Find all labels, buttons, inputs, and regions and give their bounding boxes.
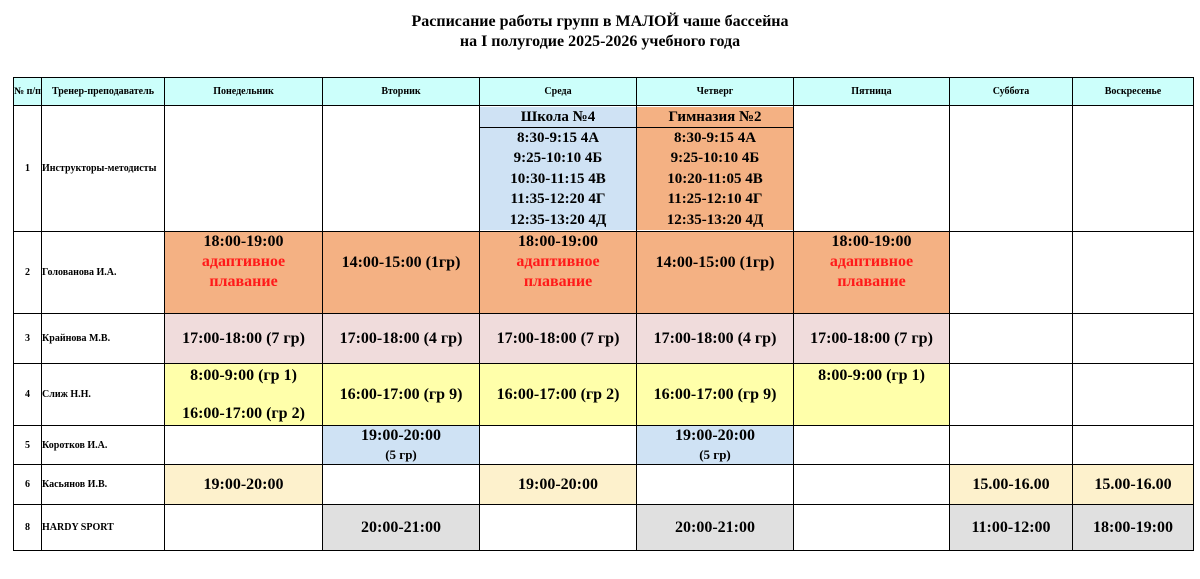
adaptive-note: адаптивное (829, 253, 914, 270)
cell-wednesday: 16:00-17:00 (гр 2) (480, 364, 637, 426)
gymnasium-block (637, 106, 794, 232)
cell-saturday: 11:00-12:00 (950, 505, 1073, 551)
cell-saturday: 15.00-16.00 (950, 465, 1073, 505)
cell-friday: 8:00-9:00 (гр 1) (794, 364, 950, 426)
cell-thursday: 17:00-18:00 (4 гр) (637, 314, 794, 364)
cell-empty (480, 505, 637, 551)
trainer-name: Инструкторы-методисты (42, 106, 165, 232)
cell-sunday: 15.00-16.00 (1073, 465, 1194, 505)
group-label: (5 гр) (385, 447, 417, 462)
header-saturday: Суббота (950, 78, 1073, 106)
group-label: (5 гр) (699, 447, 731, 462)
time-slot: 18:00-19:00 (203, 233, 284, 250)
trainer-name: Голованова И.А. (42, 232, 165, 314)
trainer-name: Коротков И.А. (42, 426, 165, 465)
cell-empty (950, 426, 1073, 465)
cell-tuesday: 17:00-18:00 (4 гр) (323, 314, 480, 364)
row-num: 3 (14, 314, 42, 364)
cell-empty (165, 106, 323, 232)
time-slot: 19:00-20:00 (361, 427, 441, 444)
school-line: 10:30-11:15 4В (510, 170, 606, 187)
school-line: 9:25-10:10 4Б (513, 150, 603, 167)
school-block (480, 106, 637, 232)
cell-empty (1073, 364, 1194, 426)
cell-monday: 19:00-20:00 (165, 465, 323, 505)
cell-empty (794, 106, 950, 232)
school-line: 11:35-12:20 4Г (510, 191, 606, 208)
cell-empty (950, 232, 1073, 314)
cell-friday (794, 232, 950, 314)
table-row (14, 426, 1194, 465)
row-num: 2 (14, 232, 42, 314)
cell-tuesday: 20:00-21:00 (323, 505, 480, 551)
trainer-name: Крайнова М.В. (42, 314, 165, 364)
cell-empty (480, 426, 637, 465)
school-line: 12:35-13:20 4Д (509, 211, 607, 228)
trainer-name: Слиж Н.Н. (42, 364, 165, 426)
time-slot: 19:00-20:00 (675, 427, 755, 444)
header-trainer: Тренер-преподаватель (42, 78, 165, 106)
cell-empty (950, 364, 1073, 426)
cell-tuesday (323, 426, 480, 465)
time-slot: 16:00-17:00 (гр 2) (182, 404, 305, 422)
cell-wednesday: 17:00-18:00 (7 гр) (480, 314, 637, 364)
table-row (14, 106, 1194, 232)
cell-empty (1073, 106, 1194, 232)
cell-empty (794, 465, 950, 505)
row-num: 1 (14, 106, 42, 232)
cell-tuesday: 14:00-15:00 (1гр) (323, 232, 480, 314)
adaptive-note: плавание (209, 273, 278, 290)
table-row (14, 314, 1194, 364)
row-num: 6 (14, 465, 42, 505)
header-sunday: Воскресенье (1073, 78, 1194, 106)
trainer-name: Касьянов И.В. (42, 465, 165, 505)
table-row (14, 364, 1194, 426)
cell-sunday: 18:00-19:00 (1073, 505, 1194, 551)
cell-empty (165, 426, 323, 465)
gymnasium-line: 9:25-10:10 4Б (670, 150, 760, 167)
cell-tuesday: 16:00-17:00 (гр 9) (323, 364, 480, 426)
school-line: 8:30-9:15 4А (516, 129, 600, 146)
gymnasium-line: 8:30-9:15 4А (673, 129, 757, 146)
cell-empty (1073, 426, 1194, 465)
cell-thursday: 14:00-15:00 (1гр) (637, 232, 794, 314)
table-row (14, 465, 1194, 505)
cell-monday: 17:00-18:00 (7 гр) (165, 314, 323, 364)
adaptive-note: адаптивное (516, 253, 600, 270)
cell-monday (165, 232, 323, 314)
cell-empty (323, 465, 480, 505)
trainer-name: HARDY SPORT (42, 505, 165, 551)
cell-empty (950, 106, 1073, 232)
cell-empty (1073, 314, 1194, 364)
school-name: Школа №4 (480, 107, 636, 128)
adaptive-note: плавание (837, 273, 906, 290)
header-monday: Понедельник (165, 78, 323, 106)
table-row (14, 505, 1194, 551)
header-friday: Пятница (794, 78, 950, 106)
header-thursday: Четверг (637, 78, 794, 106)
cell-thursday: 16:00-17:00 (гр 9) (637, 364, 794, 426)
gymnasium-2-schedule (637, 107, 793, 231)
cell-wednesday: 19:00-20:00 (480, 465, 637, 505)
cell-empty (950, 314, 1073, 364)
cell-friday: 17:00-18:00 (7 гр) (794, 314, 950, 364)
title-line-2: на I полугодие 2025-2026 учебного года (459, 33, 741, 50)
row-num: 5 (14, 426, 42, 465)
row-num: 8 (14, 505, 42, 551)
cell-empty (323, 106, 480, 232)
header-tuesday: Вторник (323, 78, 480, 106)
cell-empty (165, 505, 323, 551)
cell-thursday (637, 426, 794, 465)
time-slot: 8:00-9:00 (гр 1) (190, 366, 297, 384)
gymnasium-name: Гимназия №2 (637, 107, 793, 128)
row-num: 4 (14, 364, 42, 426)
gymnasium-line: 12:35-13:20 4Д (666, 211, 764, 228)
time-slot: 18:00-19:00 (831, 233, 912, 250)
time-slot: 18:00-19:00 (518, 233, 598, 250)
title-line-1: Расписание работы групп в МАЛОЙ чаше бассейна (411, 13, 789, 30)
cell-wednesday (480, 232, 637, 314)
school-4-schedule (480, 107, 636, 231)
table-row (14, 232, 1194, 314)
header-wednesday: Среда (480, 78, 637, 106)
cell-empty (637, 465, 794, 505)
cell-empty (794, 426, 950, 465)
adaptive-note: адаптивное (201, 253, 286, 270)
gymnasium-line: 10:20-11:05 4В (667, 170, 763, 187)
cell-monday (165, 364, 323, 426)
adaptive-note: плавание (523, 273, 593, 290)
cell-thursday: 20:00-21:00 (637, 505, 794, 551)
schedule-table (13, 77, 1194, 551)
gymnasium-line: 11:25-12:10 4Г (667, 191, 763, 208)
cell-empty (794, 505, 950, 551)
header-num: № п/п (14, 78, 42, 106)
header-row (14, 78, 1194, 106)
page-title (0, 12, 1200, 52)
cell-empty (1073, 232, 1194, 314)
